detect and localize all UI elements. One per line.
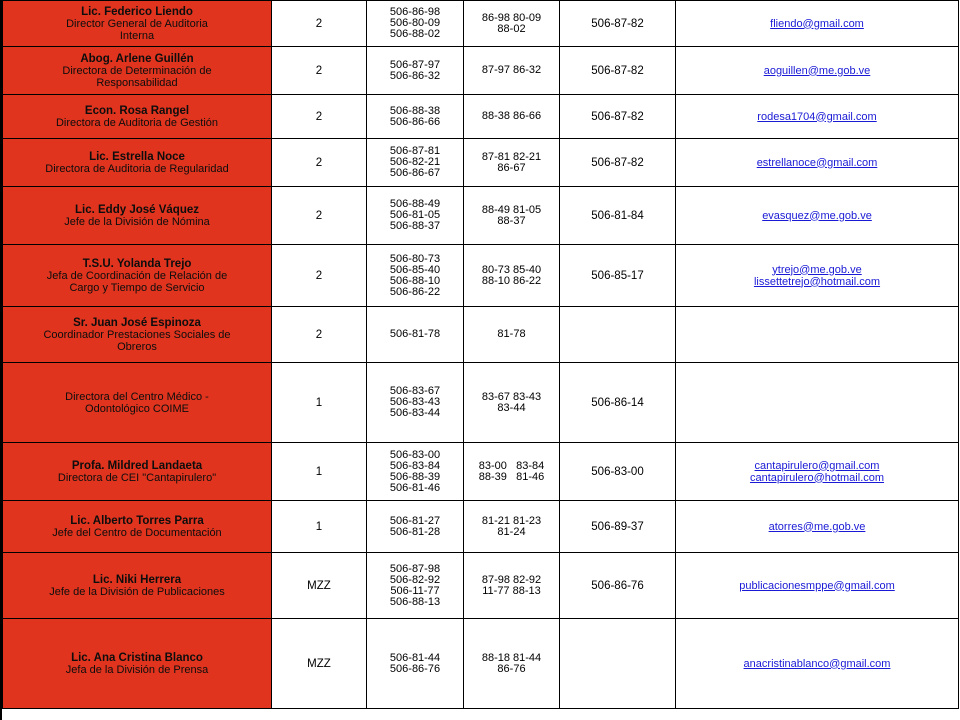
person-cell xyxy=(3,501,272,553)
floor-cell: 2 xyxy=(272,307,367,363)
person-name: Econ. Rosa Rangel xyxy=(84,104,190,117)
fax-cell: 506-87-82 xyxy=(560,47,676,95)
extensions-cell xyxy=(464,1,560,47)
phone-number: 506-86-67 xyxy=(389,167,441,179)
email-cell xyxy=(676,443,959,501)
phone-number: 506-86-76 xyxy=(389,662,441,675)
extension-numbers: 81-78 xyxy=(497,328,526,340)
person-name: Lic. Eddy José Váquez xyxy=(75,203,199,216)
phone-number: 506-88-38 xyxy=(389,104,441,117)
person-cell xyxy=(3,553,272,619)
extension-numbers: 81-24 xyxy=(497,525,526,538)
extension-numbers: 87-97 86-32 xyxy=(481,64,542,76)
floor-cell: 2 xyxy=(272,187,367,245)
phone-number: 506-85-40 xyxy=(389,263,441,276)
email-link[interactable]: cantapirulero@gmail.com xyxy=(754,459,880,472)
person-cell xyxy=(3,619,272,709)
phone-number: 506-86-66 xyxy=(389,115,441,128)
phones-cell xyxy=(367,1,464,47)
floor-cell: 1 xyxy=(272,363,367,443)
phones-cell xyxy=(367,307,464,363)
fax-cell xyxy=(560,619,676,709)
fax-cell: 506-81-84 xyxy=(560,187,676,245)
phone-number: 506-88-49 xyxy=(389,198,441,210)
person-title-line: Jefe de la División de Publicaciones xyxy=(49,585,225,598)
phone-number: 506-88-39 xyxy=(389,470,441,483)
email-link[interactable]: publicacionesmppe@gmail.com xyxy=(739,579,895,592)
phones-cell xyxy=(367,619,464,709)
table-row xyxy=(3,363,959,443)
person-cell xyxy=(3,307,272,363)
phone-number: 506-80-73 xyxy=(389,252,441,265)
phone-number: 506-88-37 xyxy=(389,220,441,232)
person-cell xyxy=(3,443,272,501)
phone-number: 506-81-78 xyxy=(389,328,441,340)
phones-cell xyxy=(367,139,464,187)
email-cell xyxy=(676,245,959,307)
table-row xyxy=(3,47,959,95)
phone-number: 506-87-98 xyxy=(389,562,441,575)
person-title-line: Directora de Auditoria de Regularidad xyxy=(45,162,229,175)
table-row xyxy=(3,307,959,363)
phones-cell xyxy=(367,95,464,139)
person-title-line: Jefa de Coordinación de Relación de xyxy=(46,269,228,282)
extensions-cell xyxy=(464,47,560,95)
extension-numbers: 83-67 83-43 xyxy=(481,390,542,403)
phones-cell xyxy=(367,501,464,553)
email-link[interactable]: atorres@me.gob.ve xyxy=(768,520,866,533)
person-title-line: Jefe del Centro de Documentación xyxy=(52,526,222,539)
email-link[interactable]: lissettetrejo@hotmail.com xyxy=(753,275,881,288)
phone-number: 506-81-05 xyxy=(389,209,441,221)
extensions-cell xyxy=(464,443,560,501)
extension-numbers: 88-18 81-44 xyxy=(481,651,542,664)
floor-cell: 1 xyxy=(272,443,367,501)
phones-cell xyxy=(367,245,464,307)
person-name: Lic. Alberto Torres Parra xyxy=(70,514,204,527)
person-title-line: Jefe de la División de Nómina xyxy=(64,215,210,228)
extension-numbers: 88-38 86-66 xyxy=(481,110,542,122)
phone-number: 506-11-77 xyxy=(390,584,440,597)
person-title-line: Directora de Determinación de xyxy=(62,64,212,77)
extension-numbers: 88-39 81-46 xyxy=(478,470,545,483)
email-cell xyxy=(676,553,959,619)
fax-cell: 506-86-14 xyxy=(560,363,676,443)
floor-cell: 2 xyxy=(272,1,367,47)
person-title-line: Jefa de la División de Prensa xyxy=(65,663,209,676)
table-row xyxy=(3,95,959,139)
fax-cell: 506-87-82 xyxy=(560,95,676,139)
phone-number: 506-83-00 xyxy=(389,448,441,461)
person-name: Profa. Mildred Landaeta xyxy=(71,459,203,472)
person-title-line: Directora de Auditoria de Gestión xyxy=(55,116,219,129)
phone-number: 506-81-44 xyxy=(389,651,441,664)
phone-number: 506-83-43 xyxy=(389,396,441,408)
extensions-cell xyxy=(464,307,560,363)
person-title-line: Interna xyxy=(119,29,155,42)
email-link[interactable]: evasquez@me.gob.ve xyxy=(762,209,872,222)
extension-numbers: 80-73 85-40 xyxy=(481,263,542,276)
email-cell xyxy=(676,501,959,553)
table-row xyxy=(3,245,959,307)
phone-number: 506-83-84 xyxy=(389,459,441,472)
phone-number: 506-86-98 xyxy=(389,6,441,18)
person-cell xyxy=(3,1,272,47)
person-name: Lic. Estrella Noce xyxy=(89,150,185,163)
phone-number: 506-88-02 xyxy=(389,28,441,40)
extension-numbers: 81-21 81-23 xyxy=(481,514,542,527)
phones-cell xyxy=(367,553,464,619)
fax-cell xyxy=(560,307,676,363)
extensions-cell xyxy=(464,363,560,443)
floor-cell: 2 xyxy=(272,95,367,139)
email-link[interactable]: rodesa1704@gmail.com xyxy=(757,110,877,123)
phones-cell xyxy=(367,363,464,443)
person-cell xyxy=(3,363,272,443)
email-link[interactable]: estrellanoce@gmail.com xyxy=(756,156,878,169)
phones-cell xyxy=(367,443,464,501)
email-cell xyxy=(676,363,959,443)
email-link[interactable]: fliendo@gmail.com xyxy=(770,17,864,30)
phone-number: 506-88-13 xyxy=(389,595,441,608)
phone-number: 506-82-21 xyxy=(389,156,441,168)
extensions-cell xyxy=(464,501,560,553)
email-link[interactable]: aoguillen@me.gob.ve xyxy=(763,64,871,77)
table-row xyxy=(3,443,959,501)
extension-numbers: 88-49 81-05 xyxy=(481,203,542,216)
person-title-line: Directora del Centro Médico - xyxy=(65,390,209,403)
extensions-cell xyxy=(464,553,560,619)
directory-table xyxy=(2,0,959,709)
person-name: Sr. Juan José Espinoza xyxy=(73,316,201,329)
email-cell xyxy=(676,95,959,139)
floor-cell: MZZ xyxy=(272,619,367,709)
phone-number: 506-87-81 xyxy=(389,145,441,157)
person-title-line: Responsabilidad xyxy=(96,76,178,89)
phone-number: 506-87-97 xyxy=(389,58,441,71)
floor-cell: MZZ xyxy=(272,553,367,619)
fax-cell: 506-87-82 xyxy=(560,139,676,187)
phone-number: 506-83-67 xyxy=(389,385,441,397)
extension-numbers: 86-98 80-09 xyxy=(481,11,542,24)
extensions-cell xyxy=(464,139,560,187)
table-row xyxy=(3,501,959,553)
table-row xyxy=(3,139,959,187)
person-title-line: Directora de CEI "Cantapirulero" xyxy=(57,471,217,484)
email-cell xyxy=(676,187,959,245)
person-cell xyxy=(3,47,272,95)
phone-number: 506-81-27 xyxy=(389,514,441,527)
table-row xyxy=(3,1,959,47)
phone-number: 506-80-09 xyxy=(389,17,441,29)
extension-numbers: 88-37 xyxy=(497,214,526,227)
phones-cell xyxy=(367,47,464,95)
person-cell xyxy=(3,187,272,245)
floor-cell: 2 xyxy=(272,139,367,187)
extension-numbers: 87-98 82-92 xyxy=(481,573,542,586)
person-name: Lic. Ana Cristina Blanco xyxy=(71,651,203,664)
email-cell xyxy=(676,307,959,363)
directory-rows xyxy=(3,1,959,709)
extensions-cell xyxy=(464,619,560,709)
person-name: T.S.U. Yolanda Trejo xyxy=(82,257,192,270)
person-title-line: Odontológico COIME xyxy=(85,402,189,415)
extension-numbers: 83-44 xyxy=(497,401,526,414)
phones-cell xyxy=(367,187,464,245)
person-cell xyxy=(3,245,272,307)
extension-numbers: 11-77 88-13 xyxy=(482,584,541,597)
fax-cell: 506-85-17 xyxy=(560,245,676,307)
fax-cell: 506-83-00 xyxy=(560,443,676,501)
extension-numbers: 83-00 83-84 xyxy=(478,459,545,472)
floor-cell: 1 xyxy=(272,501,367,553)
person-name: Lic. Federico Liendo xyxy=(81,5,193,18)
phone-number: 506-86-22 xyxy=(389,285,441,298)
person-title-line: Director General de Auditoria xyxy=(66,17,208,30)
email-cell xyxy=(676,47,959,95)
email-cell xyxy=(676,1,959,47)
extension-numbers: 87-81 82-21 xyxy=(481,150,542,163)
floor-cell: 2 xyxy=(272,245,367,307)
extensions-cell xyxy=(464,95,560,139)
table-row xyxy=(3,619,959,709)
extensions-cell xyxy=(464,187,560,245)
extension-numbers: 88-02 xyxy=(497,22,526,35)
email-cell xyxy=(676,139,959,187)
table-row xyxy=(3,187,959,245)
person-name: Abog. Arlene Guillén xyxy=(80,52,194,65)
table-row xyxy=(3,553,959,619)
email-cell xyxy=(676,619,959,709)
phone-number: 506-81-46 xyxy=(389,481,441,494)
person-title-line: Coordinador Prestaciones Sociales de xyxy=(43,328,231,341)
phone-number: 506-88-10 xyxy=(389,274,441,287)
phone-number: 506-81-28 xyxy=(389,525,441,538)
person-title-line: Obreros xyxy=(117,340,157,353)
person-cell xyxy=(3,95,272,139)
floor-cell: 2 xyxy=(272,47,367,95)
email-link[interactable]: ytrejo@me.gob.ve xyxy=(772,263,862,276)
person-name: Lic. Niki Herrera xyxy=(92,573,182,586)
extension-numbers: 86-67 xyxy=(497,161,526,174)
email-link[interactable]: cantapirulero@hotmail.com xyxy=(749,471,885,484)
phone-number: 506-83-44 xyxy=(389,407,441,419)
person-cell xyxy=(3,139,272,187)
phone-number: 506-82-92 xyxy=(389,573,441,586)
email-link[interactable]: anacristinablanco@gmail.com xyxy=(743,657,891,670)
phone-number: 506-86-32 xyxy=(389,69,441,82)
extension-numbers: 86-76 xyxy=(497,662,526,675)
person-title-line: Cargo y Tiempo de Servicio xyxy=(69,281,205,294)
fax-cell: 506-89-37 xyxy=(560,501,676,553)
extensions-cell xyxy=(464,245,560,307)
extension-numbers: 88-10 86-22 xyxy=(481,274,542,287)
fax-cell: 506-87-82 xyxy=(560,1,676,47)
fax-cell: 506-86-76 xyxy=(560,553,676,619)
